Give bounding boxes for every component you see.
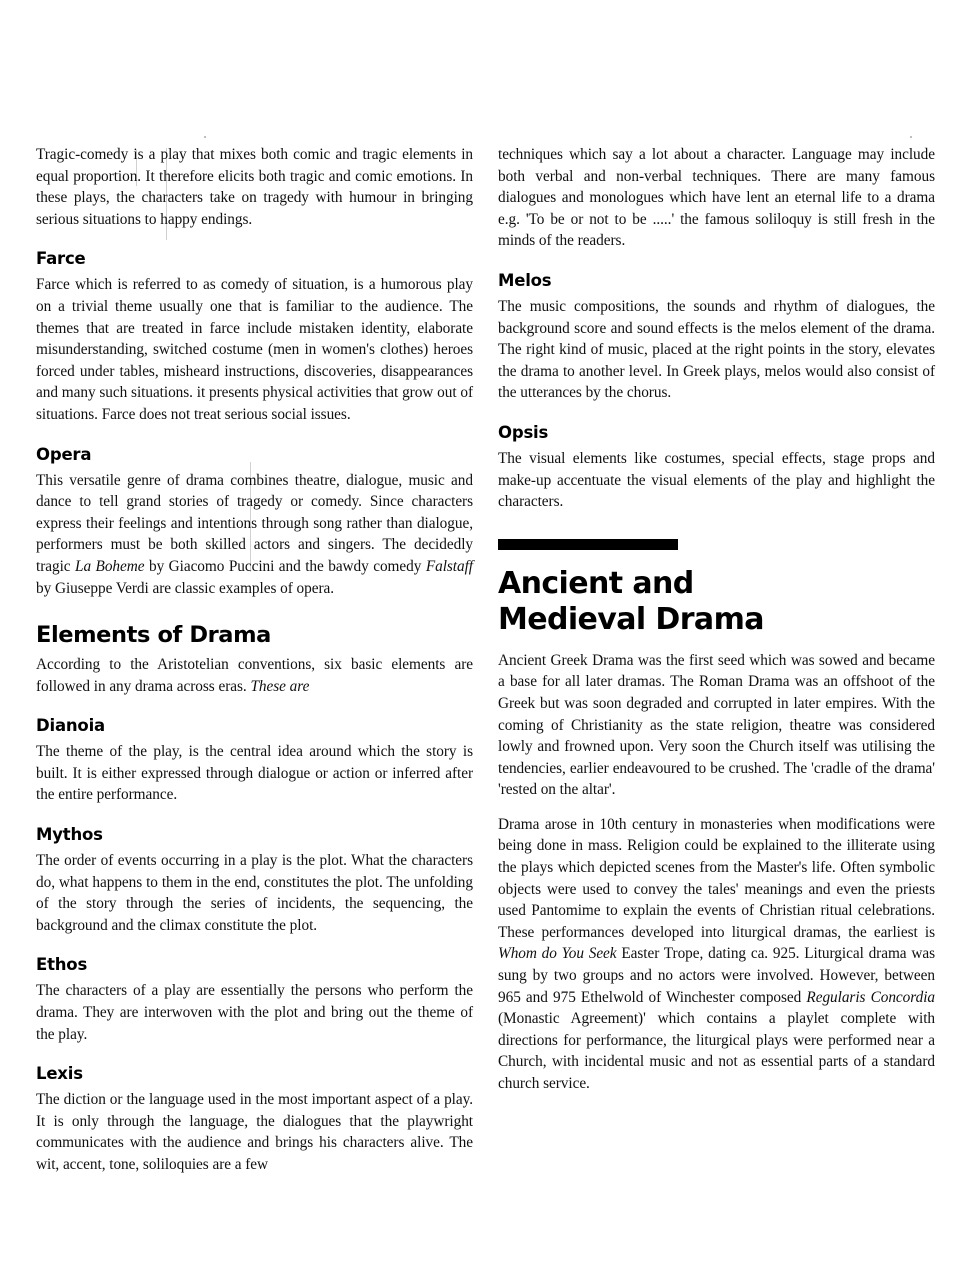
paragraph-farce: Farce which is referred to as comedy of situation, is a humorous play on a trivial theme usually one that is familiar to the audience. The themes that are treated in farce include mistaken identity, elaborate misunderstanding, switched costume (men in women's clothes) heroes forced under tables, misheard instructions, discoveries, disappearances and many such situations. it presents physical activities that grow out of situations. Farce does not treat serious social issues. [36, 276, 473, 423]
paragraph-melos: The music compositions, the sounds and rhythm of dialogues, the background score and sound effects is the melos element of the drama. The right kind of music, placed at the right points in the story, elevates the drama to another level. In Greek plays, melos would also consist of the utterances by the chorus. [498, 297, 935, 402]
paragraph-lexis: The diction or the language used in the most important aspect of a play. It is only through the language, the dialogues that the playwright communicates with the audience and brings his characters alive. The wit, accent, tone, soliloquies are a few [36, 1091, 473, 1173]
title-regularis-concordia: Regularis Concordia [806, 988, 935, 1006]
opera-title-falstaff: Falstaff [425, 557, 474, 575]
paragraph-ancient-greek-drama: Ancient Greek Drama was the first seed which was sowed and became a base for all later dramas. The Roman Drama was an offshoot of the Greek but was soon degraded and corrupted in later empires. With the coming of Christianity as the state religion, theatre was considered lowly and frowned upon. Very soon the Church itself was utilising the tendencies, earlier endeavoured to be crushed. The 'cradle of the drama' 'rested on the altar'. [498, 651, 935, 799]
opera-text-part-1: This versatile genre of drama combines theatre, dialogue, music and dance to tell grand stories of tragedy or comedy. Since characters express their feelings and intentions through song rather than dialogue, performers must be both skilled actors and singers. The decidedly tragic [36, 471, 473, 575]
heading-elements-of-drama: Elements of Drama [36, 622, 271, 649]
paragraph-dianoia: The theme of the play, is the central idea around which the story is built. It is either expressed through dialogue or action or inferred after the entire performance. [36, 743, 473, 804]
heading-melos: Melos [498, 270, 552, 290]
elements-intro-italic: These are [250, 677, 310, 695]
chapter-title: Ancient and Medieval Drama [498, 565, 764, 637]
heading-lexis: Lexis [36, 1064, 83, 1084]
right-column [498, 144, 935, 1095]
medieval-text-part-3: (Monastic Agreement)' which contains a playlet complete with directions for performance, the liturgical plays were performed near a Church, with incidental music and not as essential parts of a standard church service. [498, 1010, 935, 1092]
heading-opera: Opera [36, 444, 92, 464]
paragraph-opera [36, 470, 473, 600]
elements-intro-text: According to the Aristotelian conventions, six basic elements are followed in any drama across eras. [36, 656, 473, 695]
paragraph-tragic-comedy: Tragic-comedy is a play that mixes both comic and tragic elements in equal proportion. It therefore elicits both tragic and comic emotions. In these plays, the characters take on tragedy with humour in bringing serious situations to happy endings. [36, 146, 473, 228]
medieval-text-part-1: Drama arose in 10th century in monasteries when modifications were being done in mass. Religion could be explained to the illiterate using the plays which depicted scenes from the Master's life. Often symbolic objects were used to convey the tales' meanings and even the priests used Pantomime to explain the events of Christian ritual celebrations. These performances developed into liturgical dramas, the earliest is [498, 815, 935, 941]
left-column [36, 144, 473, 1176]
title-whom-do-you-seek: Whom do You Seek [498, 945, 617, 963]
heading-farce: Farce [36, 249, 86, 269]
paragraph-ethos: The characters of a play are essentially the persons who perform the drama. They are interwoven with the plot and bring out the theme of the play. [36, 982, 473, 1043]
paragraph-drama-10th-century [498, 814, 935, 1095]
chapter-divider-bar [498, 539, 678, 550]
opera-title-la-boheme: La Boheme [75, 557, 145, 575]
opera-text-part-2: by Giacomo Puccini and the bawdy comedy [144, 557, 426, 575]
heading-ethos: Ethos [36, 955, 88, 975]
paragraph-mythos: The order of events occurring in a play is the plot. What the characters do, what happens to them in the end, constitutes the plot. The unfolding of the story through the series of incidents, the sequencing, the background and the climax constitute the plot. [36, 852, 473, 934]
heading-dianoia: Dianoia [36, 716, 105, 736]
scan-artifact [910, 136, 912, 138]
paragraph-opsis: The visual elements like costumes, special effects, stage props and make-up accentuate the visual elements of the play and highlight the characters. [498, 449, 935, 511]
heading-mythos: Mythos [36, 825, 103, 845]
heading-opsis: Opsis [498, 422, 549, 442]
medieval-text-part-2: Easter Trope, dating ca. 925. Liturgical drama was sung by two groups and no actors were involved. However, between 965 and 975 Ethelwold of Winchester composed [498, 945, 935, 1006]
paragraph-elements-intro [36, 654, 473, 697]
scan-artifact [204, 136, 206, 138]
opera-text-part-3: by Giuseppe Verdi are classic examples of opera. [36, 579, 335, 597]
two-column-layout [36, 144, 935, 1176]
paragraph-techniques-continuation: techniques which say a lot about a character. Language may include both verbal and non-verbal techniques. There are many famous dialogues and monologues which have lent an eternal life to a drama e.g. 'To be or not to be .....' the famous soliloquy is still fresh in the minds of the readers. [498, 146, 935, 250]
